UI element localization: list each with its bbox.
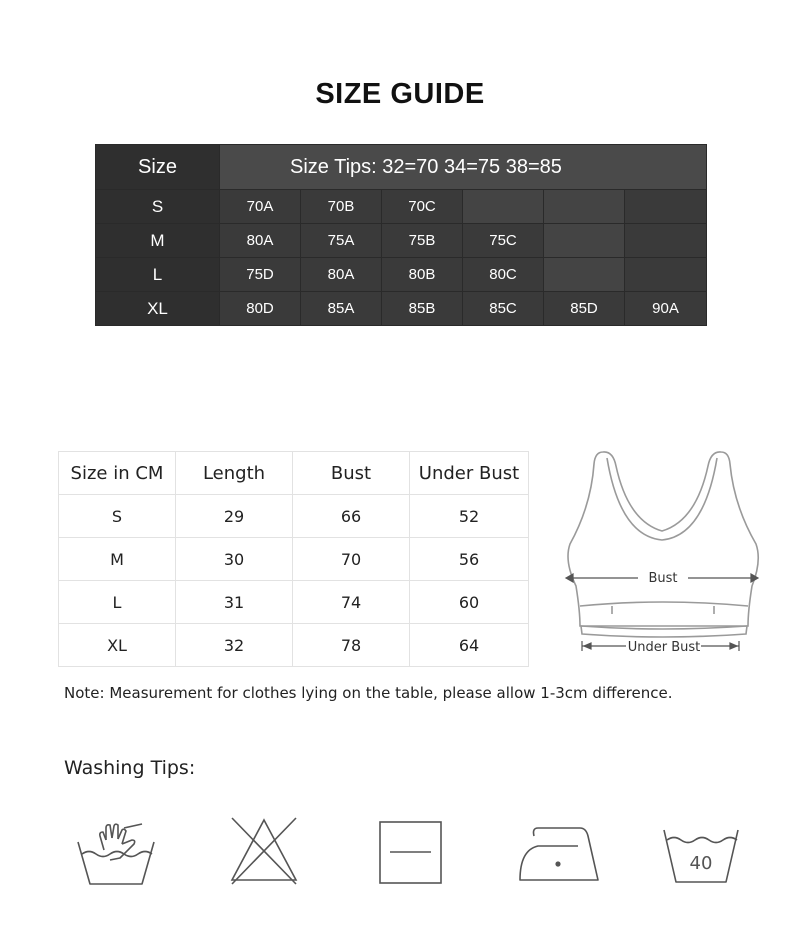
size-table-header: [96, 145, 707, 190]
wash-temp-label: 40: [689, 853, 713, 874]
cell: 32: [176, 624, 293, 667]
cup-cell: 70A: [220, 190, 301, 224]
cell: S: [59, 495, 176, 538]
table-row: [96, 224, 707, 258]
size-guide-table: [95, 144, 707, 326]
cell: M: [59, 538, 176, 581]
cup-cell: 80B: [382, 258, 463, 292]
cell: L: [59, 581, 176, 624]
cup-cell: 90A: [625, 292, 707, 326]
dry-flat-icon: [378, 820, 444, 886]
under-bust-label: Under Bust: [627, 640, 701, 655]
cup-cell: [544, 258, 625, 292]
cell: 70: [293, 538, 410, 581]
cup-cell: [625, 190, 707, 224]
cell: 74: [293, 581, 410, 624]
cup-cell: 85B: [382, 292, 463, 326]
header-under-bust: Under Bust: [410, 452, 529, 495]
table-row: [59, 624, 529, 667]
cup-cell: 75C: [463, 224, 544, 258]
cell: 29: [176, 495, 293, 538]
cup-cell: [625, 258, 707, 292]
cell: 56: [410, 538, 529, 581]
cell: XL: [59, 624, 176, 667]
header-size: Size in CM: [59, 452, 176, 495]
cell: 60: [410, 581, 529, 624]
table-row: [59, 538, 529, 581]
header-length: Length: [176, 452, 293, 495]
page-title: SIZE GUIDE: [315, 78, 485, 110]
cell: 64: [410, 624, 529, 667]
cell: 52: [410, 495, 529, 538]
cup-cell: 85D: [544, 292, 625, 326]
hand-wash-icon: [76, 820, 156, 890]
size-label: L: [96, 258, 220, 292]
table-row: [59, 581, 529, 624]
do-not-bleach-icon: [228, 814, 300, 886]
cup-cell: 70B: [301, 190, 382, 224]
cup-cell: 80D: [220, 292, 301, 326]
cup-cell: 85A: [301, 292, 382, 326]
measurement-table: [58, 451, 529, 667]
bra-outline: [568, 452, 758, 626]
size-header-cell: Size: [96, 145, 220, 190]
table-row: [96, 258, 707, 292]
cup-cell: [463, 190, 544, 224]
cup-cell: [544, 224, 625, 258]
cup-cell: 80C: [463, 258, 544, 292]
cell: 30: [176, 538, 293, 581]
size-tips-cell: Size Tips: 32=70 34=75 38=85: [220, 145, 707, 190]
table-row: [96, 292, 707, 326]
size-label: M: [96, 224, 220, 258]
table-row: [96, 190, 707, 224]
cup-cell: 75B: [382, 224, 463, 258]
size-label: XL: [96, 292, 220, 326]
cup-cell: 85C: [463, 292, 544, 326]
bra-diagram: [558, 446, 768, 661]
cell: 66: [293, 495, 410, 538]
cell: 31: [176, 581, 293, 624]
iron-low-heat-icon: [516, 822, 602, 884]
cell: 78: [293, 624, 410, 667]
table-row: [59, 495, 529, 538]
bust-label: Bust: [648, 571, 678, 586]
cup-cell: [544, 190, 625, 224]
wash-40-icon: [662, 826, 740, 886]
cup-cell: 75A: [301, 224, 382, 258]
measurement-header-row: [59, 452, 529, 495]
cup-cell: 75D: [220, 258, 301, 292]
cup-cell: [625, 224, 707, 258]
cup-cell: 70C: [382, 190, 463, 224]
washing-tips-title: Washing Tips:: [64, 757, 196, 779]
cup-cell: 80A: [220, 224, 301, 258]
header-bust: Bust: [293, 452, 410, 495]
cup-cell: 80A: [301, 258, 382, 292]
size-label: S: [96, 190, 220, 224]
measurement-note: Note: Measurement for clothes lying on the table, please allow 1-3cm difference.: [64, 684, 673, 702]
